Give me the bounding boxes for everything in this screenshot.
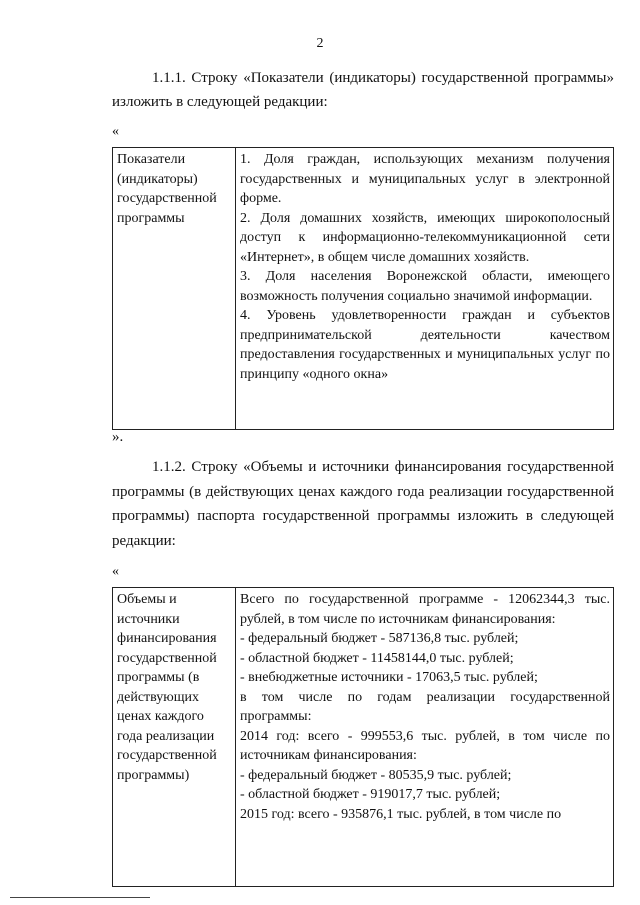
funding-line: - внебюджетные источники - 17063,5 тыс. рублей; <box>240 670 538 685</box>
indicator-item: 4. Уровень удовлетворенности граждан и субъектов предпринимательской деятельности качеством предоставления государственных и муниципальных услуг по принципу «одного окна» <box>240 308 610 382</box>
section-1-1-2-paragraph <box>112 455 614 553</box>
opening-quote-2: « <box>112 564 119 579</box>
funding-label-cell: Объемы и источники финансирования государственной программы (в действующих ценах каждого года реализации государственной программы) <box>113 588 236 887</box>
section-1-1-2-rest: программы (в действующих ценах каждого года реализации государственной программы) паспорта государственной программы изложить в следующей редакции: <box>112 483 614 549</box>
indicators-content-cell <box>236 148 614 430</box>
section-1-1-1-lead: 1.1.1. Строку «Показатели (индикаторы) государственной программы» <box>152 70 614 86</box>
opening-quote-1: « <box>112 124 119 139</box>
closing-quote-1: ». <box>112 429 124 445</box>
indicator-item: 2. Доля домашних хозяйств, имеющих широкополосный доступ к информационно-телекоммуникационной сети «Интернет», в общем числе домашних хозяйств. <box>240 210 610 265</box>
funding-line: Всего по государственной программе - 12062344,3 тыс. рублей, в том числе по источникам финансирования: <box>240 592 610 627</box>
section-1-1-1-rest: изложить в следующей редакции: <box>112 94 328 110</box>
page-number: 2 <box>316 36 324 51</box>
indicator-item: 3. Доля населения Воронежской области, имеющего возможность получения социально значимой информации. <box>240 269 610 304</box>
funding-table <box>112 587 614 887</box>
funding-line: 2014 год: всего - 999553,6 тыс. рублей, в том числе по источникам финансирования: <box>240 728 610 763</box>
funding-content-cell <box>236 588 614 887</box>
table-row <box>113 588 614 887</box>
funding-line: - федеральный бюджет - 587136,8 тыс. рублей; <box>240 631 519 646</box>
funding-line: - федеральный бюджет - 80535,9 тыс. рублей; <box>240 767 512 783</box>
funding-line: - областной бюджет - 11458144,0 тыс. рублей; <box>240 650 514 666</box>
indicator-item: 1. Доля граждан, использующих механизм получения государственных и муниципальных услуг в электронной форме. <box>240 152 610 206</box>
funding-line: в том числе по годам реализации государственной программы: <box>240 689 610 724</box>
footnote-rule <box>10 897 150 898</box>
indicators-table <box>112 147 614 430</box>
funding-line: 2015 год: всего - 935876,1 тыс. рублей, в том числе по <box>240 806 562 822</box>
funding-line: - областной бюджет - 919017,7 тыс. рублей; <box>240 787 501 802</box>
section-1-1-2-lead: 1.1.2. Строку «Объемы и источники финансирования государственной <box>152 459 614 475</box>
section-1-1-1-paragraph <box>112 66 614 114</box>
indicators-label-cell: Показатели (индикаторы) государственной программы <box>113 148 236 430</box>
table-row <box>113 148 614 430</box>
